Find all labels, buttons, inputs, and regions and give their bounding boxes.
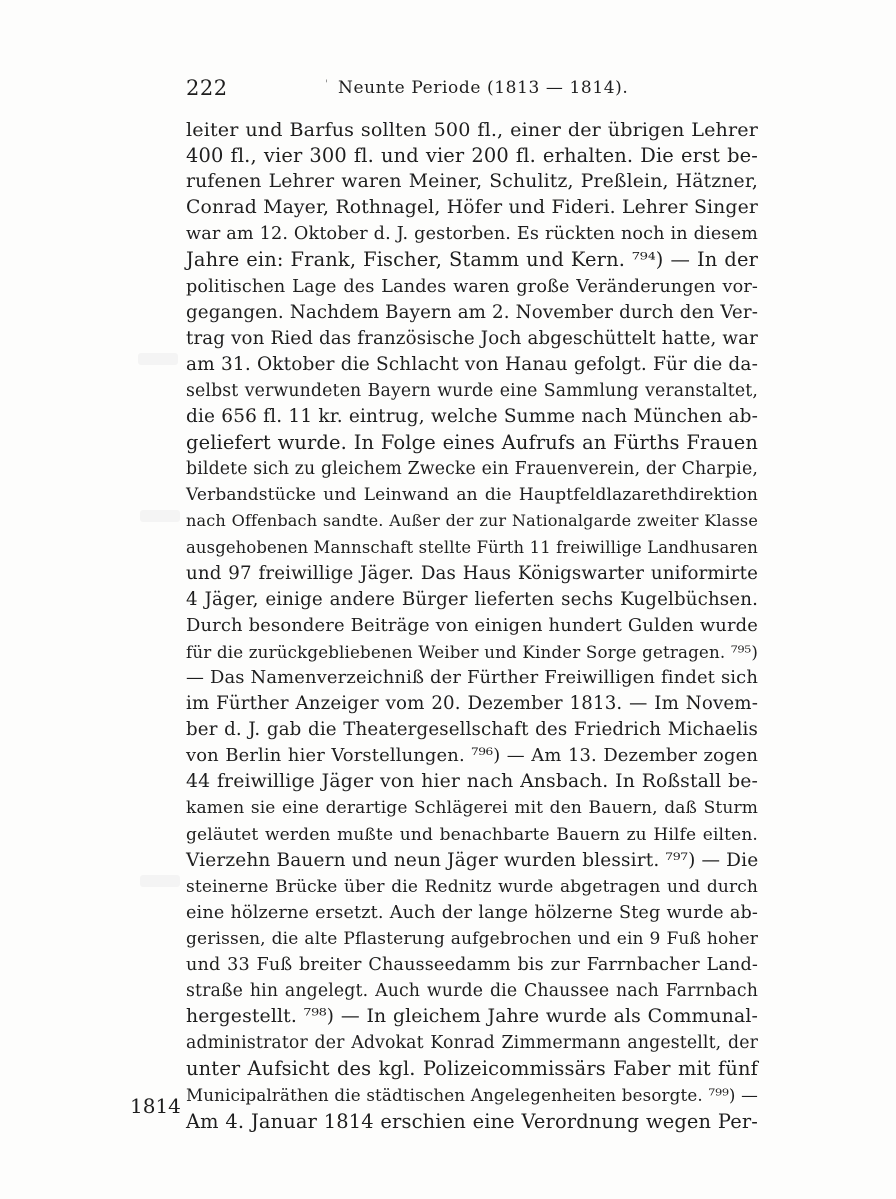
text-line: die 656 fl. 11 kr. eintrug, welche Summe nach München ab- [186, 406, 758, 428]
show-through-mark [140, 510, 180, 522]
text-line: ausgehobenen Mannschaft stellte Fürth 11 freiwillige Landhusaren [186, 537, 758, 557]
text-line: gerissen, die alte Pflasterung aufgebrochen und ein 9 Fuß hoher [186, 928, 758, 949]
text-line: am 31. Oktober die Schlacht von Hanau gefolgt. Für die da- [186, 353, 758, 375]
text-line: unter Aufsicht des kgl. Polizeicommissärs Faber mit fünf [186, 1057, 758, 1081]
text-line: Conrad Mayer, Rothnagel, Höfer und Fideri. Lehrer Singer [186, 197, 758, 219]
text-line: geläutet werden mußte und benachbarte Bauern zu Hilfe eilten. [186, 824, 758, 845]
text-line: im Fürther Anzeiger vom 20. Dezember 1813. — Im Novem- [186, 693, 758, 715]
text-line: politischen Lage des Landes waren große Veränderungen vor- [186, 276, 758, 297]
show-through-mark [138, 353, 178, 365]
text-line: straße hin angelegt. Auch wurde die Chaussee nach Farrnbach [186, 981, 758, 1002]
text-line: von Berlin hier Vorstellungen. ⁷⁹⁶) — Am 13. Dezember zogen [186, 745, 758, 767]
text-line: war am 12. Oktober d. J. gestorben. Es rückten noch in diesem [186, 224, 758, 245]
text-line: Jahre ein: Frank, Fischer, Stamm und Kern. ⁷⁹⁴) — In der [186, 248, 758, 272]
running-title: Neunte Periode (1813 — 1814). [338, 78, 629, 98]
text-line: und 33 Fuß breiter Chausseedamm bis zur Farrnbacher Land- [186, 955, 758, 975]
text-line: ber d. J. gab die Theatergesellschaft des Friedrich Michaelis [186, 719, 758, 741]
text-line: administrator der Advokat Konrad Zimmermann angestellt, der [186, 1033, 758, 1054]
text-line: selbst verwundeten Bayern wurde eine Sammlung veranstaltet, [186, 380, 758, 401]
text-line: bildete sich zu gleichem Zwecke ein Frauenverein, der Charpie, [186, 459, 758, 480]
text-line: leiter und Barfus sollten 500 fl., einer der übrigen Lehrer [186, 118, 758, 141]
margin-year-note: 1814 [130, 1094, 181, 1118]
text-line: Municipalräthen die städtischen Angelegenheiten besorgte. ⁷⁹⁹) — [186, 1085, 758, 1106]
text-line: — Das Namenverzeichniß der Fürther Freiwilligen findet sich [186, 666, 758, 688]
text-line: steinerne Brücke über die Rednitz wurde abgetragen und durch [186, 876, 758, 897]
page-header [186, 76, 776, 106]
text-line: hergestellt. ⁷⁹⁸) — In gleichem Jahre wurde als Communal- [186, 1006, 758, 1028]
text-line: nach Offenbach sandte. Außer der zur Nationalgarde zweiter Klasse [186, 511, 758, 531]
text-line: Am 4. Januar 1814 erschien eine Verordnung wegen Per- [186, 1109, 758, 1133]
body-text [186, 117, 758, 1135]
header-mark: ' [325, 79, 328, 90]
text-line: Durch besondere Beiträge von einigen hundert Gulden wurde [186, 614, 758, 636]
text-line: rufenen Lehrer waren Meiner, Schulitz, Preßlein, Hätzner, [186, 171, 758, 193]
text-line: kamen sie eine derartige Schlägerei mit den Bauern, daß Sturm [186, 798, 758, 819]
text-line: 44 freiwillige Jäger von hier nach Ansbach. In Roßstall be- [186, 771, 758, 793]
page-number: 222 [186, 76, 228, 100]
text-line: trag von Ried das französische Joch abgeschüttelt hatte, war [186, 327, 758, 349]
text-line: und 97 freiwillige Jäger. Das Haus Königswarter uniformirte [186, 562, 758, 584]
text-line: eine hölzerne ersetzt. Auch der lange hölzerne Steg wurde ab- [186, 902, 758, 923]
text-line: gegangen. Nachdem Bayern am 2. November durch den Ver- [186, 301, 758, 323]
text-line: für die zurückgebliebenen Weiber und Kinder Sorge getragen. ⁷⁹⁵) [186, 641, 758, 662]
text-line: Verbandstücke und Leinwand an die Hauptfeldlazarethdirektion [186, 485, 758, 506]
text-line: geliefert wurde. In Folge eines Aufrufs an Fürths Frauen [186, 431, 758, 455]
show-through-mark [140, 875, 180, 887]
text-line: 4 Jäger, einige andere Bürger lieferten sechs Kugelbüchsen. [186, 588, 758, 610]
text-line: 400 fl., vier 300 fl. und vier 200 fl. erhalten. Die erst be- [186, 144, 758, 168]
text-line: Vierzehn Bauern und neun Jäger wurden blessirt. ⁷⁹⁷) — Die [186, 849, 759, 871]
